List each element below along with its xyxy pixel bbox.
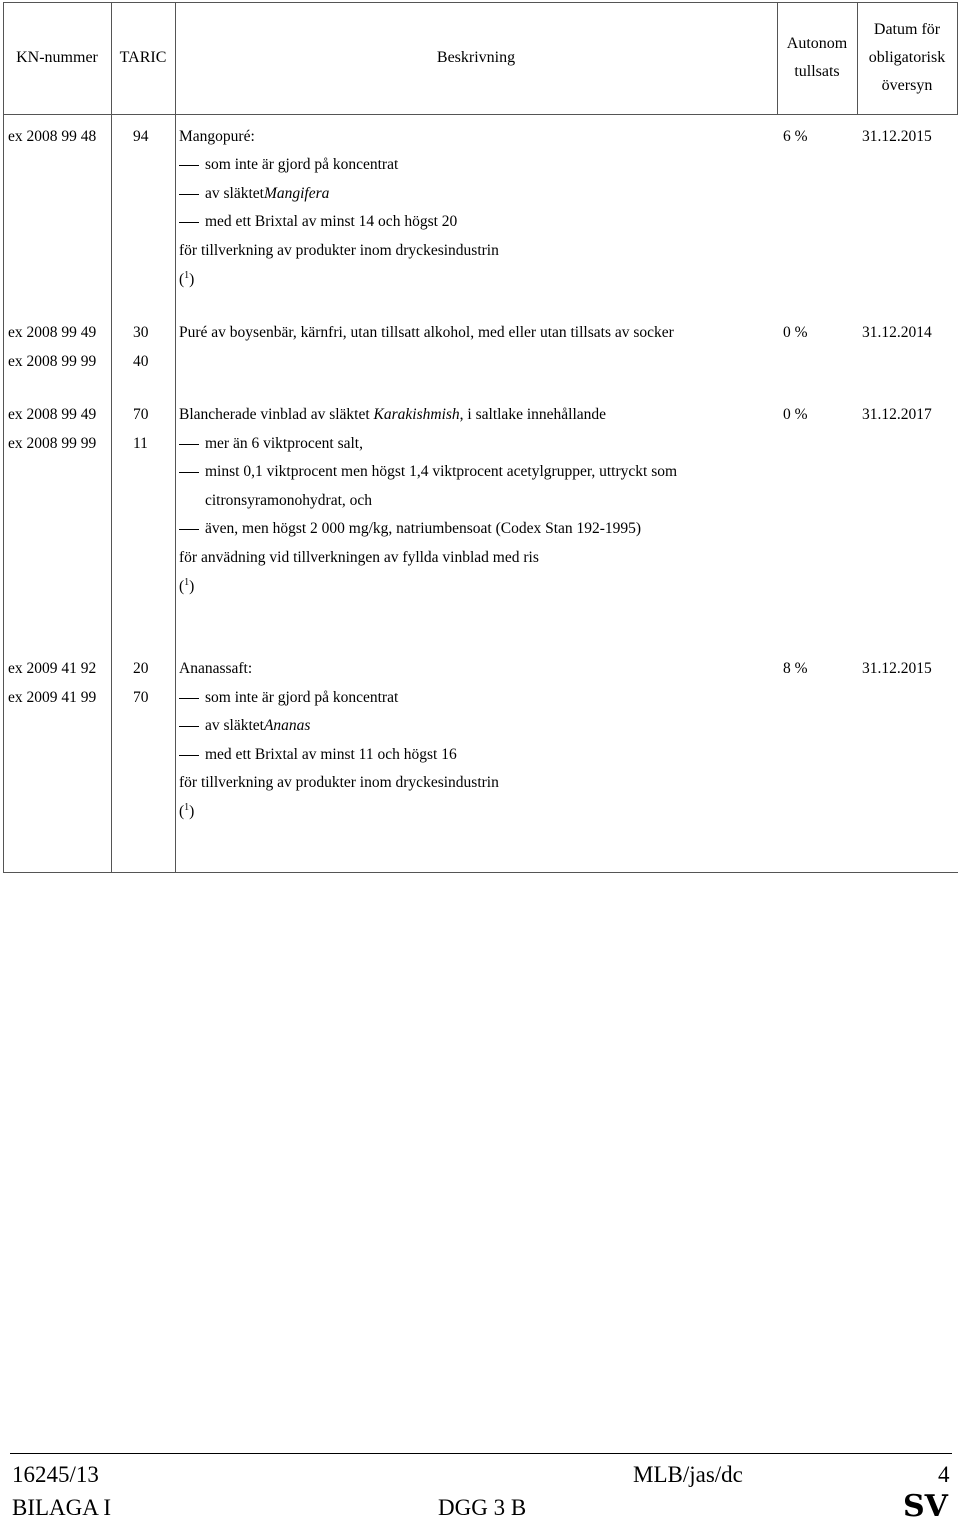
review-date: 31.12.2015 [862, 128, 932, 145]
document-number: 16245/13 [12, 1462, 99, 1487]
description-item: av släktet Ananas [179, 712, 310, 741]
description-item: även, men högst 2 000 mg/kg, natriumbensoat (Codex Stan 192-1995) [179, 515, 641, 544]
col-header-rate: Autonom tullsats [786, 35, 848, 80]
col-header-review-date: Datum för obligatorisk översyn [868, 21, 946, 94]
taric-code: 94 [133, 128, 149, 145]
description-continuation: citronsyramonohydrat, och [205, 492, 373, 509]
taric-code: 11 [133, 435, 148, 452]
review-date: 31.12.2017 [862, 406, 932, 423]
col-header-description: Beskrivning [436, 49, 516, 66]
description-item: som inte är gjord på koncentrat [179, 151, 398, 180]
kn-code: ex 2008 99 48 [8, 128, 97, 145]
description-tail: för tillverkning av produkter inom dryckesindustrin [179, 774, 499, 791]
description-lead: Ananassaft: [179, 660, 253, 677]
language-code: SV [903, 1489, 948, 1524]
description-lead: Blancherade vinblad av släktet Karakishmish, i saltlake innehållande [179, 406, 607, 423]
description-lead: Mangopuré: [179, 128, 255, 145]
description-item: av släktet Mangifera [179, 180, 329, 209]
annex-label: BILAGA I [12, 1495, 112, 1520]
review-date: 31.12.2014 [862, 324, 932, 341]
footnote-ref: ($^1$) [179, 801, 195, 820]
footnote-ref: ($^1$) [179, 576, 195, 595]
duty-rate: 6 % [783, 128, 808, 145]
description-lead: Puré av boysenbär, kärnfri, utan tillsatt alkohol, med eller utan tillsats av socker [179, 324, 674, 341]
col-header-kn: KN-nummer [16, 49, 98, 66]
kn-code: ex 2009 41 92 [8, 660, 97, 677]
kn-code: ex 2008 99 99 [8, 435, 97, 452]
description-tail: för tillverkning av produkter inom dryckesindustrin [179, 242, 499, 259]
description-item: mer än 6 viktprocent salt, [179, 430, 363, 459]
kn-code: ex 2008 99 49 [8, 324, 97, 341]
taric-code: 70 [133, 406, 149, 423]
review-date: 31.12.2015 [862, 660, 932, 677]
description-item: med ett Brixtal av minst 11 och högst 16 [179, 741, 457, 770]
duty-rate: 0 % [783, 324, 808, 341]
taric-code: 30 [133, 324, 149, 341]
duty-rate: 8 % [783, 660, 808, 677]
duty-rate: 0 % [783, 406, 808, 423]
kn-code: ex 2009 41 99 [8, 689, 97, 706]
description-tail: för anvädning vid tillverkningen av fyllda vinblad med ris [179, 549, 539, 566]
col-header-taric: TARIC [119, 49, 167, 66]
page-number: 4 [938, 1462, 950, 1487]
description-item: med ett Brixtal av minst 14 och högst 20 [179, 208, 457, 237]
reference-code: MLB/jas/dc [633, 1462, 743, 1487]
kn-code: ex 2008 99 49 [8, 406, 97, 423]
kn-code: ex 2008 99 99 [8, 353, 97, 370]
taric-code: 70 [133, 689, 149, 706]
footnote-ref: ($^1$) [179, 269, 195, 288]
taric-code: 20 [133, 660, 149, 677]
description-item: som inte är gjord på koncentrat [179, 684, 398, 713]
description-item: minst 0,1 viktprocent men högst 1,4 viktprocent acetylgrupper, uttryckt som [179, 458, 677, 487]
footer-divider [10, 1453, 952, 1454]
taric-code: 40 [133, 353, 149, 370]
department-code: DGG 3 B [438, 1495, 527, 1520]
